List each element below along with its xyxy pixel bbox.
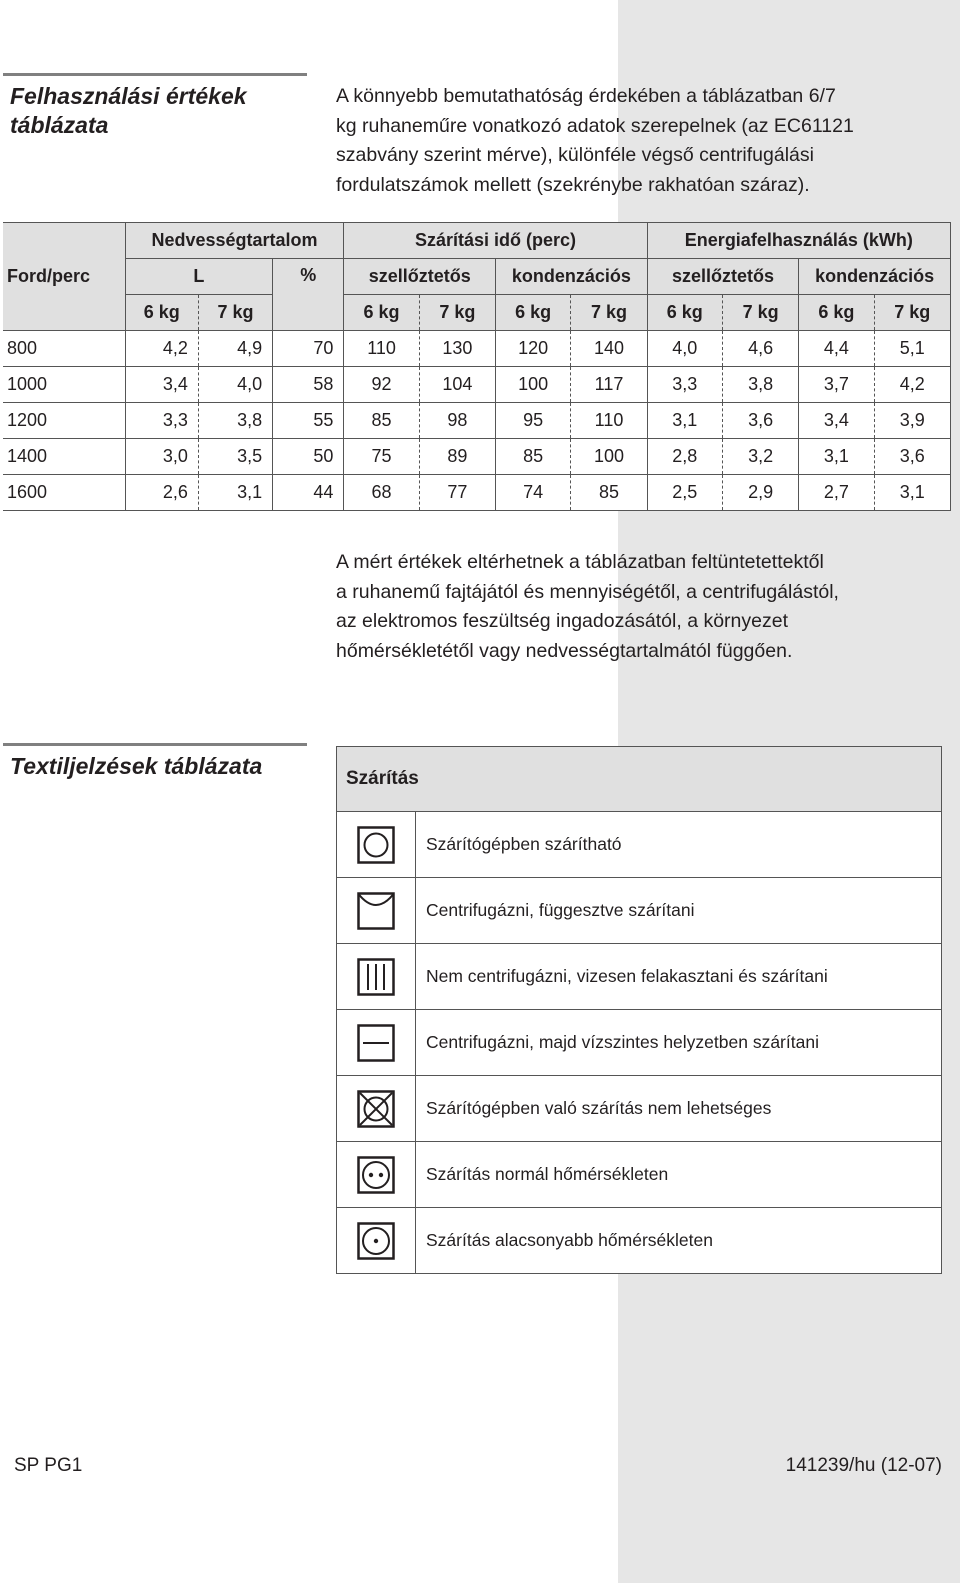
header-cell: 6 kg [647,295,722,331]
dry-flat-icon [337,1010,416,1076]
header-cell: Ford/perc [3,223,125,331]
table-cell: 800 [3,331,125,367]
table-cell: 70 [273,331,344,367]
symbol-description: Centrifugázni, függesztve szárítani [416,878,942,944]
table-cell: 3,8 [198,403,272,439]
symbol-description: Szárítás alacsonyabb hőmérsékleten [416,1208,942,1274]
table-cell: 3,4 [799,403,874,439]
section-title [10,82,247,140]
footer-document-code: 141239/hu (12-07) [785,1455,942,1476]
table-header: Szárítás [337,747,942,812]
drip-dry-icon [337,944,416,1010]
tumble-dry-icon [337,812,416,878]
header-cell: % [273,259,344,331]
header-cell: kondenzációs [496,259,648,295]
table-cell: 4,9 [198,331,272,367]
table-row [3,475,951,511]
table-cell: 1200 [3,403,125,439]
table-header-row [3,223,951,259]
table-cell: 55 [273,403,344,439]
table-cell: 98 [419,403,495,439]
table-row [337,878,942,944]
section-title-line: táblázata [10,112,109,138]
do-not-tumble-dry-icon [337,1076,416,1142]
header-cell: 7 kg [722,295,798,331]
header-cell: szellőztetős [344,259,496,295]
header-cell: 7 kg [419,295,495,331]
intro-line: fordulatszámok mellett (szekrénybe rakhatóan száraz). [336,173,810,196]
section-rule [3,73,307,76]
intro-line: szabvány szerint mérve), különféle végső centrifugálási [336,144,814,166]
table-cell: 2,9 [722,475,798,511]
header-cell: 7 kg [571,295,647,331]
table-row [337,812,942,878]
table-cell: 44 [273,475,344,511]
header-cell: kondenzációs [799,259,951,295]
header-cell: 7 kg [198,295,272,331]
table-cell: 2,5 [647,475,722,511]
table-cell: 3,3 [125,403,198,439]
intro-line: A könnyebb bemutathatóság érdekében a táblázatban 6/7 [336,85,836,107]
table-cell: 3,7 [799,367,874,403]
header-cell: Energiafelhasználás (kWh) [647,223,950,259]
table-cell: 3,8 [722,367,798,403]
tumble-dry-low-heat-icon [337,1208,416,1274]
table-header-row [3,295,951,331]
table-cell: 77 [419,475,495,511]
table-cell: 4,4 [799,331,874,367]
table-row [337,944,942,1010]
table-cell: 4,6 [722,331,798,367]
table-cell: 140 [571,331,647,367]
table-cell: 3,6 [722,403,798,439]
consumption-table [3,222,951,511]
table-cell: 75 [344,439,419,475]
textile-symbols-table [336,746,942,1274]
table-row [3,367,951,403]
tumble-dry-normal-heat-icon [337,1142,416,1208]
header-cell: szellőztetős [647,259,799,295]
intro-paragraph [336,82,854,200]
table-cell: 92 [344,367,419,403]
header-cell: 7 kg [874,295,950,331]
note-line: az elektromos feszültség ingadozásától, a környezet [336,610,788,632]
table-cell: 85 [571,475,647,511]
table-cell: 3,4 [125,367,198,403]
table-header-row [3,259,951,295]
table-cell: 3,0 [125,439,198,475]
table-cell: 3,1 [198,475,272,511]
table-cell: 85 [344,403,419,439]
table-cell: 110 [344,331,419,367]
table-cell: 130 [419,331,495,367]
section-rule [3,743,307,746]
section-title: Textiljelzések táblázata [10,753,263,779]
table-row [337,1208,942,1274]
table-cell: 117 [571,367,647,403]
table-cell: 58 [273,367,344,403]
table-cell: 3,1 [647,403,722,439]
note-line: A mért értékek eltérhetnek a táblázatban feltüntetettektől [336,551,824,573]
table-cell: 68 [344,475,419,511]
note-line: a ruhanemű fajtájától és mennyiségétől, a centrifugálástól, [336,580,839,603]
header-cell: 6 kg [344,295,419,331]
table-row [3,403,951,439]
table-cell: 4,2 [125,331,198,367]
section-title-line: Felhasználási értékek [10,83,247,109]
table-cell: 2,7 [799,475,874,511]
table-cell: 1000 [3,367,125,403]
table-cell: 3,9 [874,403,950,439]
table-cell: 104 [419,367,495,403]
table-cell: 3,2 [722,439,798,475]
header-cell: L [125,259,273,295]
table-cell: 3,1 [874,475,950,511]
line-dry-icon [337,878,416,944]
table-row [337,1142,942,1208]
table-cell: 4,0 [198,367,272,403]
table-cell: 1600 [3,475,125,511]
symbol-description: Nem centrifugázni, vizesen felakasztani és szárítani [416,944,942,1010]
footer-model: SP PG1 [14,1455,83,1476]
symbol-description: Szárítógépben való szárítás nem lehetséges [416,1076,942,1142]
table-cell: 3,6 [874,439,950,475]
table-cell: 95 [496,403,571,439]
header-cell: Szárítási idő (perc) [344,223,647,259]
table-cell: 100 [496,367,571,403]
table-cell: 85 [496,439,571,475]
header-cell: Nedvességtartalom [125,223,344,259]
table-cell: 2,6 [125,475,198,511]
table-row [3,331,951,367]
table-cell: 89 [419,439,495,475]
intro-line: kg ruhaneműre vonatkozó adatok szerepelnek (az EC61121 [336,114,854,137]
header-cell: 6 kg [125,295,198,331]
table-row [337,1010,942,1076]
table-cell: 3,5 [198,439,272,475]
table-cell: 4,2 [874,367,950,403]
note-line: hőmérsékletétől vagy nedvességtartalmától függően. [336,639,793,662]
table-cell: 120 [496,331,571,367]
symbol-description: Centrifugázni, majd vízszintes helyzetben szárítani [416,1010,942,1076]
table-cell: 50 [273,439,344,475]
table-cell: 110 [571,403,647,439]
table-cell: 4,0 [647,331,722,367]
table-cell: 100 [571,439,647,475]
table-cell: 3,1 [799,439,874,475]
table-header-row [337,747,942,812]
table-row [337,1076,942,1142]
table-cell: 2,8 [647,439,722,475]
table-row [3,439,951,475]
table-cell: 5,1 [874,331,950,367]
table-cell: 74 [496,475,571,511]
header-cell: 6 kg [496,295,571,331]
table-cell: 3,3 [647,367,722,403]
header-cell: 6 kg [799,295,874,331]
table-cell: 1400 [3,439,125,475]
note-paragraph [336,548,839,666]
symbol-description: Szárítás normál hőmérsékleten [416,1142,942,1208]
symbol-description: Szárítógépben szárítható [416,812,942,878]
